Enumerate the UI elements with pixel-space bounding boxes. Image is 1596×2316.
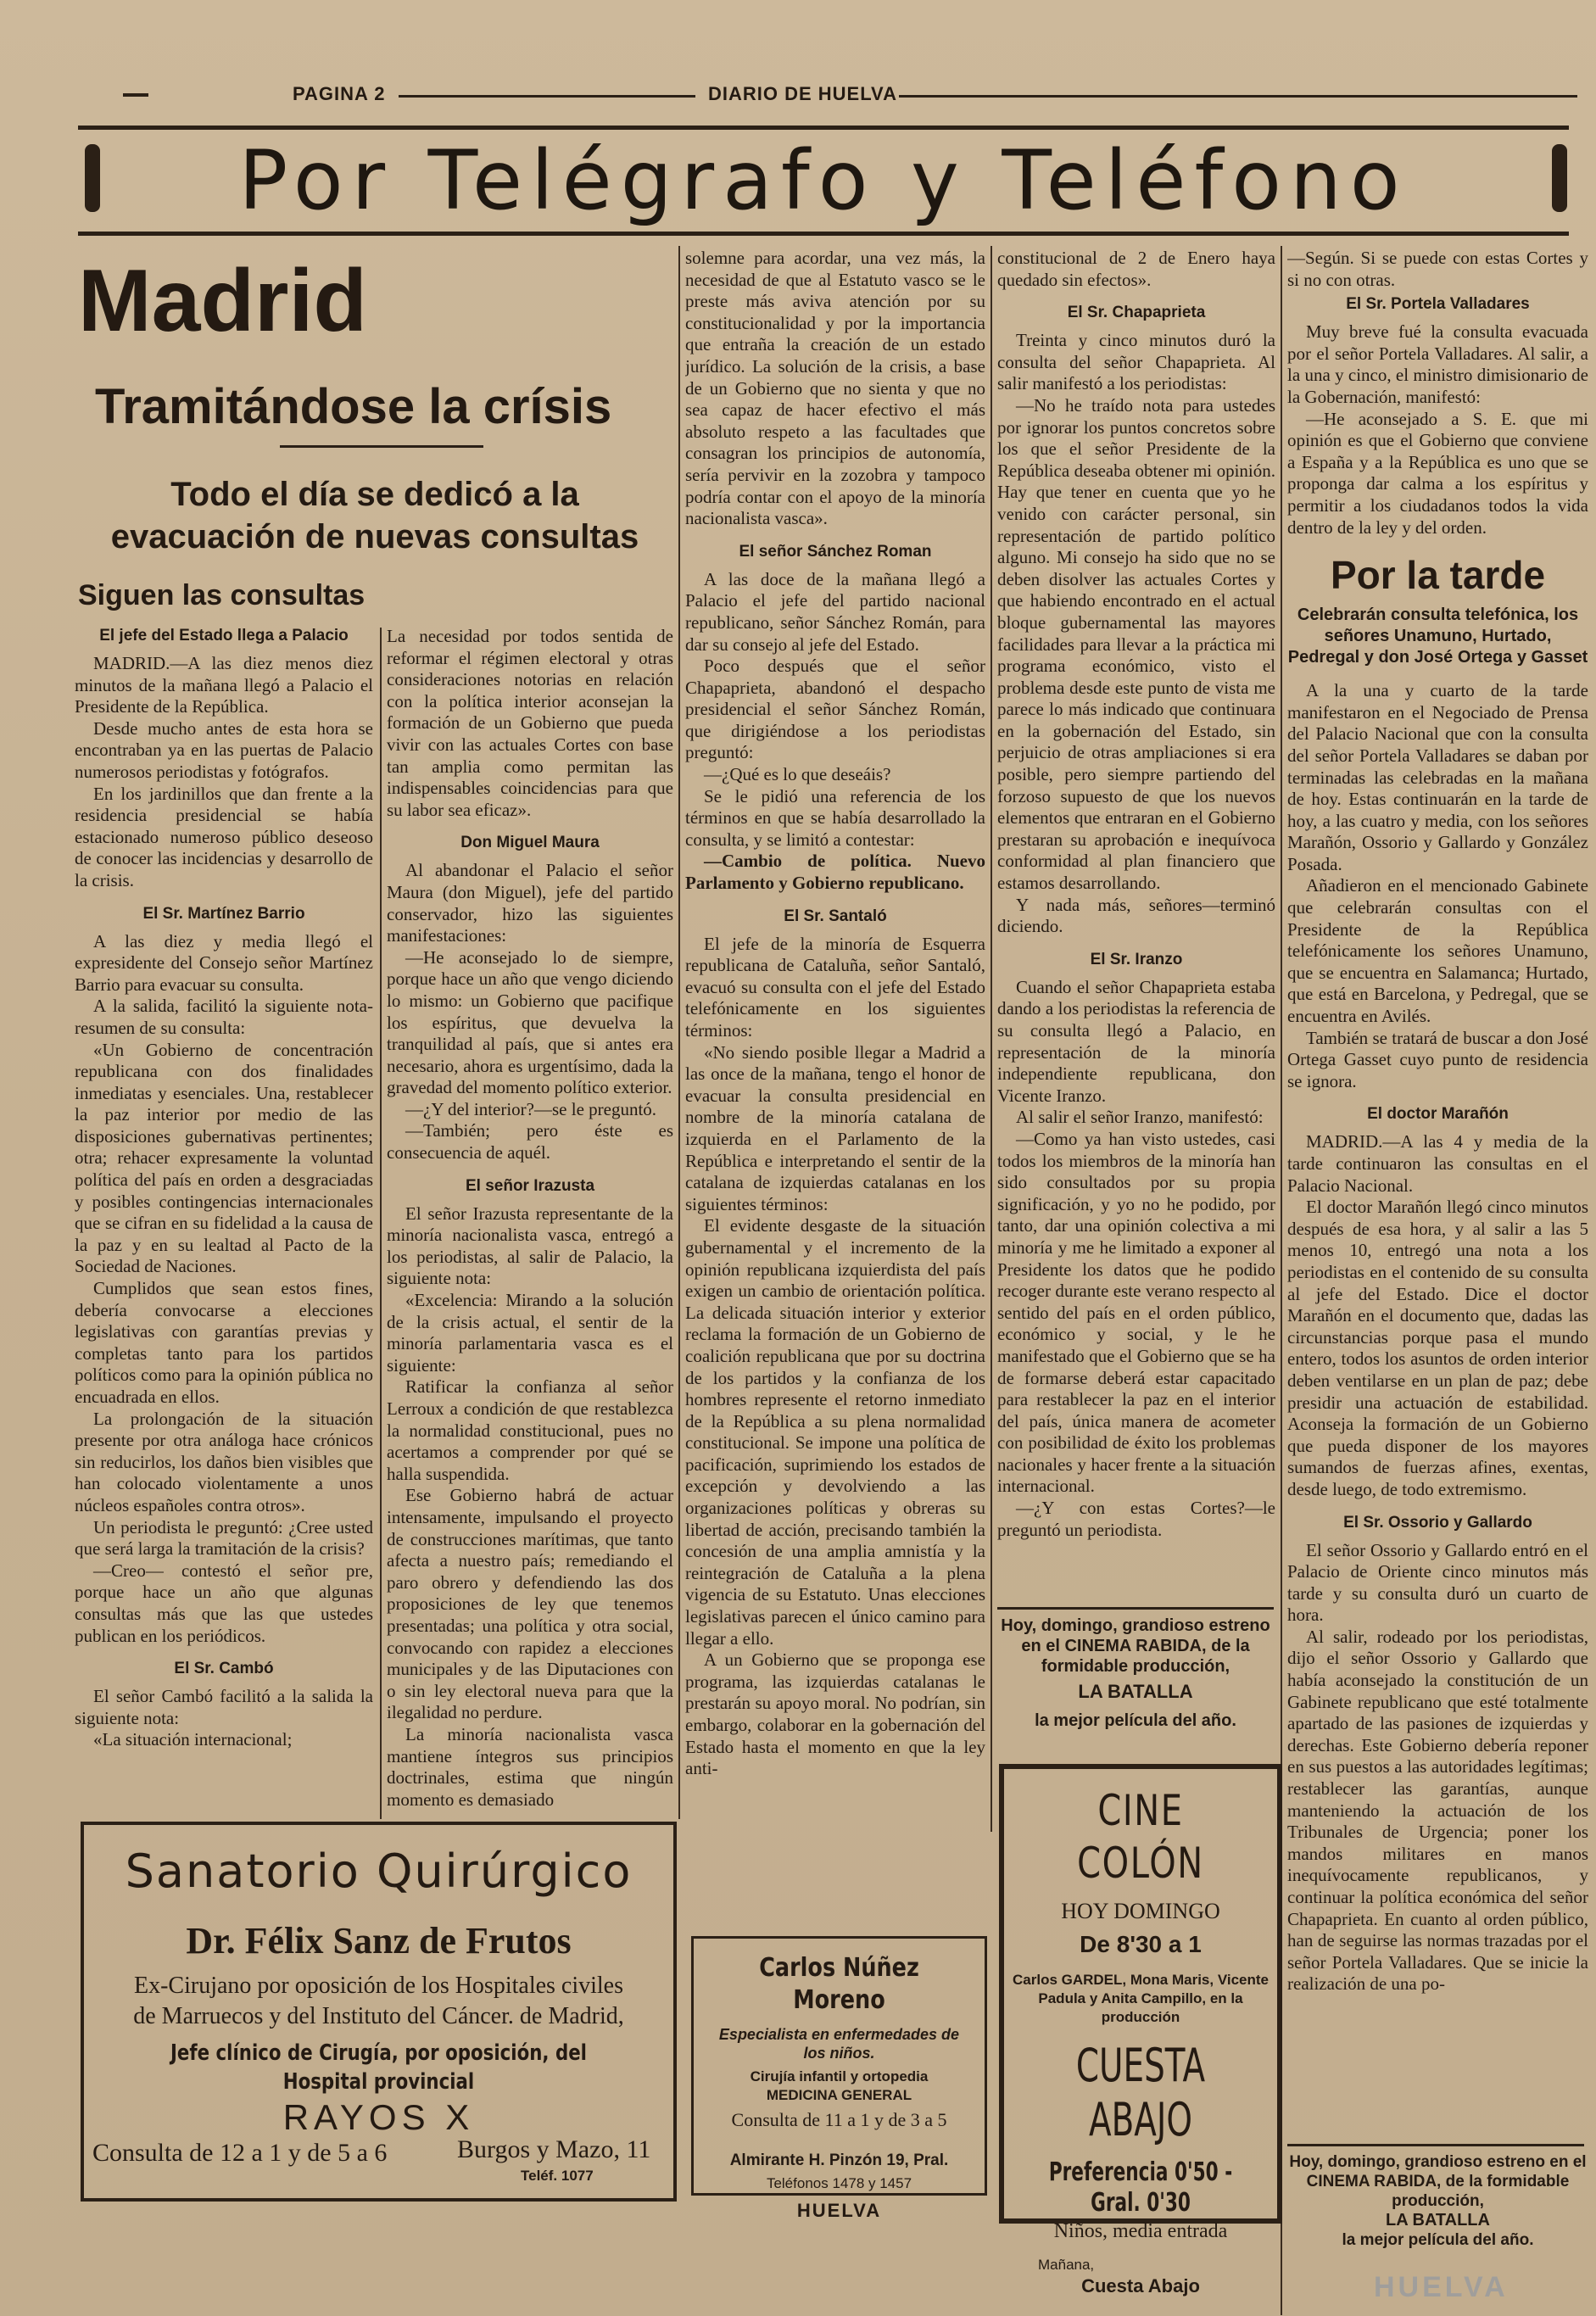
paragraph: «La situación internacional; [93,1729,293,1750]
paragraph: El doctor Marañón llegó cinco minutos después de esa hora, y al salir a las 5 menos 10, entregó una nota a los periodistas en el contenido de su consulta al jefe del Estado. Dice el doctor Marañón en el documento que, dadas las circunstancias porque pasa el mundo entero, todos los asuntos de orden interior deben ventilarse en un plan de paz; debe presidir una actuación de estabilidad. Aconseja la formación de un Gobierno que pueda disponer de los mayores sumandos de fuerzas afines, exentas, desde luego, de todo extremismo. [1287,1197,1588,1499]
sanatorio-rayos: RAYOS X [282,2097,475,2137]
column-1 [75,577,373,1823]
subhead-maranon: El doctor Marañón [1367,1105,1509,1124]
cinema-notice-2-title: LA BATALLA [1386,2211,1490,2229]
paragraph: Al salir el señor Iranzo, manifestó: [1016,1107,1264,1128]
paper-name: DIARIO DE HUELVA [708,83,897,104]
paragraph: A las diez y media llegó el expresidente del Consejo señor Martínez Barrio para evacuar su consulta. [75,930,373,995]
heading-por-la-tarde: Por la tarde [1330,553,1546,598]
section-heading: Siguen las consultas [78,579,366,611]
watermark: HUELVA [1374,2271,1509,2303]
paragraph: Un periodista le preguntó: ¿Cree usted que será larga la tramitación de la crisis? [75,1516,373,1560]
cine-colon-film: CUESTA ABAJO [1075,2039,1206,2146]
ad-cine-colon [999,1764,1282,2296]
sanatorio-title: Sanatorio Quirúrgico [125,1844,633,1898]
subhead-iranzo: El Sr. Iranzo [1090,950,1183,968]
paragraph: A un Gobierno que se proponga ese programa, las izquierdas catalanas le prestarán su apoyo moral. No podrían, sin embargo, colaborar en la gobernación del Estado hasta el momento en que la ley anti- [685,1649,985,1779]
doctor-specialty: Cirujía infantil y ortopedia [750,2068,929,2084]
notice-rule [997,1607,1274,1610]
cine-colon-kids: Niños, media entrada [1053,2220,1228,2242]
column-rule-1 [380,628,382,1819]
paragraph: —Como ya han visto ustedes, casi todos los miembros de la minoría han sido consultados por su propia significación, y yo no he podido, por tanto, dar una opinión colectiva a mi minoría y me he limitado a exponer al Presidente los datos que he podido recoger durante este verano respecto al sentido del país en el orden público, económico y social, y le he manifestado que el Gobierno que se ha de formarse deberá estar capacitado para restablecer la paz en el interior del país, única manera de acometer con posibilidad de éxito los problemas nacionales y hacer frente a la situación internacional. [997,1128,1275,1497]
paragraph: A la salida, facilitó la siguiente nota-resumen de su consulta: [75,996,373,1038]
doctor-address: Almirante H. Pinzón 19, Pral. [729,2151,949,2169]
doctor-name: Carlos Núñez Moreno [759,1953,919,2015]
header-rule-right [899,95,1577,98]
cine-colon-tomorrow-film: Cuesta Abajo [1081,2275,1200,2296]
cine-colon-tomorrow-label: Mañana, [1038,2257,1095,2273]
paragraph: «Un Gobierno de concentración republicana con dos finalidades inmediatas y esenciales. Una, restablecer la paz interior por medio de las disposiciones gubernativas pertinentes; otra; rehacer expresamente la voluntad política del país en orden a desgraciadas y posibles contingencias internacionales que se cifran en su fidelidad a la causa de la paz y en su lealtad al Pacto de la Sociedad de Naciones. [75,1039,373,1277]
header-rule-left [399,95,695,98]
paragraph: Cumplidos que sean estos fines, debería convocarse a elecciones legislativas con garantías previas y completas tanto para los partidos políticos como para la opinión pública no encuadrada en ellos. [75,1278,373,1407]
doctor-city: HUELVA [796,2200,882,2221]
paragraph: MADRID.—A las 4 y media de la tarde continuaron las consultas en el Palacio Nacional. [1287,1131,1588,1196]
cinema-notice-2 [1287,2152,1588,2250]
cinema-notice-2-tagline: la mejor película del año. [1342,2231,1534,2249]
paragraph: Al abandonar el Palacio el señor Maura (don Miguel), jefe del partido conservador, hizo las siguientes manifestaciones: [387,860,673,946]
paragraph: Al salir, rodeado por los periodistas, dijo el señor Ossorio y Gallardo que había aconsejado la constitución de un Gabinete republicano que esté totalmente apartado de las pasiones de izquierdas y derechas. Este Gobierno debería reponer en sus puestos a las autoridades legítimas; restablecer las garantías, aunque manteniendo la actuación de los Tribunales de Urgencia; poner los mandos militares en manos inequívocamente republicanos, y continuar la política económica del señor Chapaprieta. En cuanto al orden público, han de seguirse las normas trazadas por el señor Portela Valladares. Que se inicie la realización de una po- [1287,1626,1588,1995]
subhead-cambo: El Sr. Cambó [174,1660,274,1678]
paragraph: A las doce de la mañana llegó a Palacio el jefe del partido nacional republicano, señor Sánchez Román, para dar su consejo al jefe del Estado. [685,568,985,655]
paragraph: —Creo— contestó el señor pre, porque hace un año que algunas consultas más que las que ustedes publican en los periódicos. [75,1560,373,1646]
paragraph: La prolongación de la situación presente por otra análoga hace crónicos sin reducirlos, los daños bien visibles que han colocado violentamente a unos núcleos españoles contra otros». [75,1408,373,1515]
sanatorio-jefe: Jefe clínico de Cirugía, por oposición, del Hospital provincial [170,2040,587,2095]
paragraph: —Cambio de política. Nuevo Parlamento y Gobierno republicano. [685,851,985,894]
paragraph: —He aconsejado lo de siempre, porque hace un año que vengo diciendo lo mismo: un Gobierno que pacifique los espíritus, que devuelva la tranquilidad al país, que si antes era necesario, ahora es urgentísimo, dada la gravedad del momento político exterior. [387,946,673,1098]
paragraph: Cuando el señor Chapaprieta estaba dando a los periodistas la referencia de su consulta llegó a Palacio, en representación de la minoría independiente republicana, don Vicente Iranzo. [997,976,1275,1106]
notice2-rule [1287,2144,1584,2146]
paragraph: —Según. Si se puede con estas Cortes y si no con otras. [1287,248,1588,290]
ad-sanatorio [81,1822,677,2202]
paragraph: constitucional de 2 de Enero haya quedado sin efectos». [997,248,1275,290]
subheadline-rule [280,445,483,448]
paragraph: «Excelencia: Mirando a la solución de la crisis actual, el sentir de la minoría parlamentaria vasca es el siguiente: [387,1290,673,1376]
cinema-notice-2-line: Hoy, domingo, grandioso estreno en el CINEMA RABIDA, de la formidable producción, [1289,2153,1587,2210]
subhead-jefe: El jefe del Estado llega a Palacio [99,627,349,645]
paragraph: El señor Irazusta representante de la minoría nacionalista vasca, entregó a los periodistas, al salir de Palacio, la siguiente nota: [387,1203,673,1289]
cinema-notice-title: LA BATALLA [1078,1681,1193,1702]
doctor-consulta: Consulta de 11 a 1 y de 3 a 5 [731,2109,947,2130]
paragraph: solemne para acordar, una vez más, la necesidad de que al Estatuto vasco se le preste más aviva atención por su constitucionalidad y por la importancia que entraña la creación de un estado jurídico. La solución de la crisis, a base de un Gobierno que no sienta y que no sea capaz de hacer efectivo el más absoluto respeto a las facultades que consagran los principios de autonomía, sería pervivir en la zozobra y tampoco podría contar con el apoyo de la minoría nacionalista vasca». [685,248,985,529]
sanatorio-address: Burgos y Mazo, 11 [457,2135,651,2163]
cine-colon-time: De 8'30 a 1 [1080,1931,1202,1957]
subheadline: Tramitándose la crísis [95,379,612,434]
cine-colon-day: HOY DOMINGO [1061,1899,1220,1923]
sanatorio-line: de Marruecos y del Instituto del Cáncer. de Madrid, [133,2003,624,2029]
cinema-notice-tagline: la mejor película del año. [1035,1711,1236,1730]
paragraph: —¿Qué es lo que deseáis? [704,764,891,785]
paragraph: «No siendo posible llegar a Madrid a las once de la mañana, tengo el honor de evacuar la consulta presidencial en nombre de la minoría catalana de izquierda en el Parlamento de la República e interpretando el sentir de la catalana de izquierdas catalanas en los siguientes términos: [685,1041,985,1214]
paragraph: —También; pero éste es consecuencia de aquél. [387,1120,673,1164]
paragraph: —¿Y con estas Cortes?—le preguntó un periodista. [997,1498,1275,1540]
ad-doctor [691,1936,987,2221]
paragraph: —No he traído nota para ustedes por ignorar los puntos concretos sobre los que el señor Presidente de la República deseaba obtener mi opinión. Hay que tener en cuenta que yo he venido con carácter personal, sin representación de partido político alguno. Mi consejo ha sido que no se deben disolver las actuales Cortes y que habiendo encontrado en el actual bloque gubernamental las mayores facilidades para llevar a la práctica mi programa económico, visto el problema desde este punto de vista me parece lo más indicado que continuara en la gobernación del Estado, sin perjuicio de otras ampliaciones si era posible, pero siempre partiendo del forzoso supuesto de que los nuevos elementos que entraran en el Gobierno prestaran su aprobación e inequívoca conformidad al plan financiero que estamos desarrollando. [997,394,1275,894]
cine-colon-cast: Carlos GARDEL, Mona Maris, Vicente Padula y Anita Campillo, en la producción [1013,1972,1269,2025]
sanatorio-phone: Teléf. 1077 [521,2168,594,2184]
subhead-martinez-barrio: El Sr. Martínez Barrio [142,904,305,923]
paragraph: El señor Cambó facilitó a la salida la siguiente nota: [75,1686,373,1728]
column-rule-2 [678,246,680,1819]
paragraph: El evidente desgaste de la situación gubernamental y el incremento de la opinión republicana izquierdista del país exigen un cambio de orientación política. La delicada situación interior y exterior reclama la formación de un Gobierno de coalición republicana que por su doctrina de los partidos y la confianza de los hombres represente el retorno inmediato de la República a su plena normalidad constitucional. Se impone una política de pacificación, suprimiendo los estados de excepción y devolviendo a las organizaciones políticas y obreras su libertad de acción, precisando también la concesión de una amplia amnistía y la reintegración de Cataluña a la plena vigencia de su Estatuto. Unas elecciones legislativas parecen el único camino para llegar a ello. [685,1215,985,1649]
paragraph: MADRID.—A las diez menos diez minutos de la mañana llegó a Palacio el Presidente de la República. [75,653,373,717]
paragraph: —He aconsejado a S. E. que mi opinión es que el Gobierno que conviene a España y a la República es uno que se proponga dar calma a los espíritus y permitir a los ciudadanos todos la vida dentro de la ley y del orden. [1287,408,1588,538]
deck-por-la-tarde: Celebrarán consulta telefónica, los señores Unamuno, Hurtado, Pedregal y don José Ortega y Gasset [1287,606,1588,667]
headline-madrid: Madrid [78,252,367,350]
subhead-portela: El Sr. Portela Valladares [1346,295,1530,314]
cine-colon-title: CINE COLÓN [1077,1786,1204,1888]
column-3 [685,248,985,1823]
cine-colon-prices: Preferencia 0'50 - Gral. 0'30 [1048,2157,1233,2218]
paragraph: Se le pidió una referencia de los términos en que se había desarrollado la consulta, y se limitó a contestar: [685,785,985,850]
sanatorio-line: Ex-Cirujano por oposición de los Hospitales civiles [133,1973,624,1999]
column-rule-3 [991,246,992,1832]
doctor-specialty: Especialista en enfermedades de los niños. [718,2026,960,2062]
paragraph: La minoría nacionalista vasca mantiene íntegros sus principios doctrinales, estima que ningún momento es demasiado [387,1723,673,1810]
paragraph: Ratificar la confianza al señor Lerroux a condición de que restablezca la normalidad constitucional, pues no acertamos a comprender por qué se halla suspendida. [387,1376,673,1484]
paragraph: Añadieron en el mencionado Gabinete que celebrarán consultas con el Presidente de la República telefónicamente los señores Unamuno, que se encuentra en Salamanca; Hurtado, que está en Barcelona, y Pedregal, que se encuentra en Avilés. [1287,875,1588,1027]
doctor-phones: Teléfonos 1478 y 1457 [766,2175,912,2191]
paragraph: Y nada más, señores—terminó diciendo. [997,894,1275,937]
paragraph: Treinta y cinco minutos duró la consulta del señor Chapaprieta. Al salir manifestó a los periodistas: [997,330,1275,394]
deck: Todo el día se dedicó a la evacuación de nuevas consultas [110,476,639,555]
section-banner: Por Telégrafo y Teléfono [78,126,1569,236]
paragraph: En los jardinillos que dan frente a la residencia presidencial se había estacionado numeroso público deseoso de conocer las incidencias y desarrollo de la crisis. [75,783,373,890]
cinema-notice [997,1616,1274,1731]
header-dash [123,93,148,97]
subhead-chapaprieta: El Sr. Chapaprieta [1067,304,1206,322]
paragraph: —¿Y del interior?—se le preguntó. [405,1098,657,1119]
paragraph: El jefe de la minoría de Esquerra republicana de Cataluña, señor Santaló, evacuó su consulta con el jefe del Estado telefónicamente en los siguientes términos: [685,933,985,1041]
subhead-santalo: El Sr. Santaló [784,907,887,925]
subhead-maura: Don Miguel Maura [460,834,600,852]
page-number: PAGINA 2 [293,83,386,104]
column-2 [387,626,673,1823]
column-5 [1287,248,1588,2147]
paragraph: A la una y cuarto de la tarde manifestaron en el Negociado de Prensa del Palacio Nacional que con la consulta del señor Portela Valladares se daban por terminadas las celebradas en la mañana de hoy. Estas continuarán en la tarde de hoy, a las cuatro y media, con los señores Marañón, Ossorio y Gallardo y González Posada. [1287,680,1588,874]
doctor-specialty: MEDICINA GENERAL [766,2087,912,2103]
cinema-notice-line: Hoy, domingo, grandioso estreno en el CINEMA RABIDA, de la formidable producción, [1001,1616,1270,1676]
paragraph: La necesidad por todos sentida de reformar el régimen electoral y otras consideraciones notorias en relación con la política interior aconsejan la formación de un Gobierno que pueda vivir con las actuales Cortes con base tan amplia como permitan las indispensables coincidencias para que su labor sea eficaz». [387,626,673,820]
paragraph: Poco después que el señor Chapaprieta, abandonó el despacho presidencial el señor Sánchez Román, que dirigiéndose a los periodistas preguntó: [685,656,985,763]
column-4 [997,248,1275,1715]
paragraph: También se tratará de buscar a don José Ortega Gasset cuyo punto de residencia se ignora. [1287,1027,1588,1091]
subhead-irazusta: El señor Irazusta [465,1176,595,1195]
paragraph: El señor Ossorio y Gallardo entró en el Palacio de Oriente cinco minutos más tarde y su consulta duró un cuarto de hora. [1287,1539,1588,1626]
subhead-sanchez-roman: El señor Sánchez Roman [739,542,932,561]
sanatorio-consulta: Consulta de 12 a 1 y de 5 a 6 [92,2139,388,2167]
sanatorio-doctor: Dr. Félix Sanz de Frutos [186,1920,572,1962]
paragraph: Muy breve fué la consulta evacuada por el señor Portela Valladares. Al salir, a la una y cinco, el ministro dimisionario de la Gobernación, manifestó: [1287,321,1588,407]
paragraph: Desde mucho antes de esta hora se encontraban ya en las puertas de Palacio numerosos periodistas y fotógrafos. [75,717,373,782]
subhead-ossorio: El Sr. Ossorio y Gallardo [1343,1513,1532,1532]
paragraph: Ese Gobierno habrá de actuar intensamente, impulsando el proyecto de construcciones marítimas, que tanto afecta a nuestro país; remediando el paro obrero y defendiendo las dos proposiciones de ley que tenemos presentadas; una política y otra social, convocando con rapidez a elecciones municipales y de las Diputaciones con o sin ley electoral nueva para que la ilegalidad no perdure. [387,1485,673,1723]
